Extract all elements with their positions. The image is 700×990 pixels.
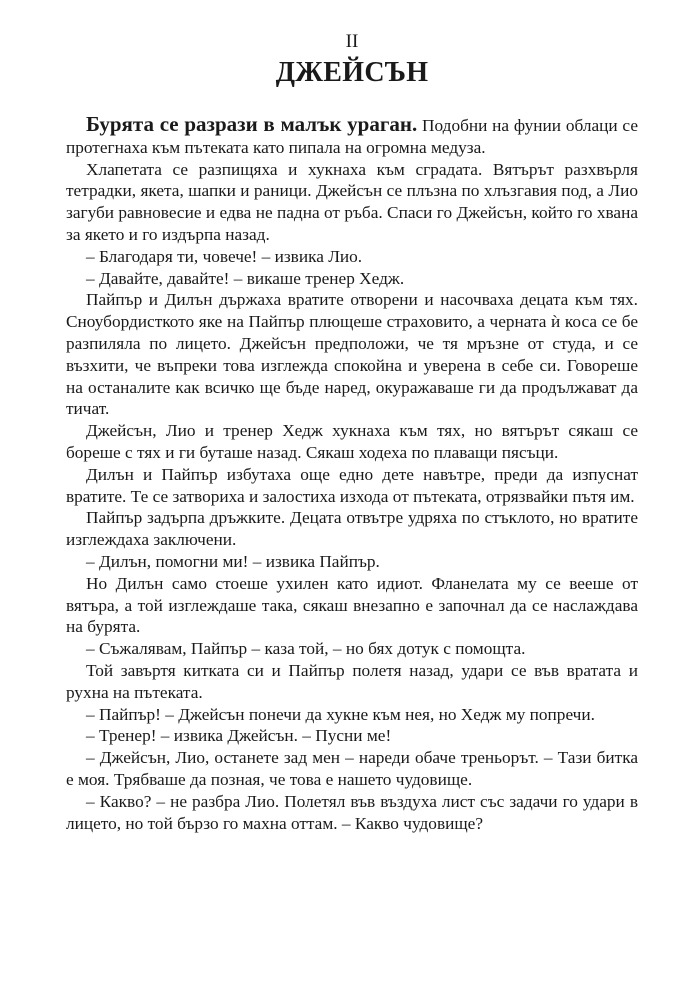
chapter-title: ДЖЕЙСЪН [275,57,429,88]
paragraph-2: Хлапетата се разпищяха и хукнаха към сградата. Вятърът разхвърля тетрадки, якета, шапки и раници. Джейсън се плъзна по хлъзгавия под, а Лио загуби равновесие и едва не падна от ръба. Спаси го Джейсън, който го хвана за якето и го издърпа назад. [66,159,638,244]
paragraph-14: – Тренер! – извика Джейсън. – Пусни ме! [86,726,392,746]
paragraph-13: – Пайпър! – Джейсън понечи да хукне към нея, но Хедж му попречи. [86,704,595,724]
paragraph-15: – Джейсън, Лио, останете зад мен – нареди обаче треньорът. – Тази битка е моя. Трябваше да позная, че това е нашето чудовище. [66,748,638,789]
lead-sentence: Бурята се разрази в малък ураган. [86,112,418,136]
paragraph-5: Пайпър и Дилън държаха вратите отворени и насочваха децата към тях. Сноубордисткото яке на Пайпър плющеше страховито, а черната ѝ коса се бе разпиляла по лицето. Джейсън предположи, че тя мръзне от студа, и се възхити, че въпреки това изглежда спокойна и уверена в себе си. Говореше на останалите как всичко ще бъде наред, окуражаваше ги да продължават да тичат. [66,290,638,419]
paragraph-1 [66,114,638,159]
paragraph-10: Но Дилън само стоеше ухилен като идиот. Фланелата му се вееше от вятъра, а той изглеждаше така, сякаш внезапно е започнал да се наслаждава на бурята. [66,573,638,637]
paragraph-6: Джейсън, Лио и тренер Хедж хукнаха към тях, но вятърът сякаш се бореше с тях и ги буташе назад. Сякаш ходеха по плаващи пясъци. [66,421,638,462]
paragraph-8: Пайпър задърпа дръжките. Децата отвътре удряха по стъклото, но вратите изглеждаха заключени. [66,508,638,550]
paragraph-12: Той завъртя китката си и Пайпър полетя назад, удари се във вратата и рухна на пътеката. [66,660,638,702]
first-paragraph-rest: Подобни на фунии облаци се протегнаха към пътеката като пипала на огромна медуза. [66,116,638,157]
paragraph-4: – Давайте, давайте! – викаше тренер Хедж. [86,268,405,288]
chapter-body [66,114,638,834]
paragraph-16: – Какво? – не разбра Лио. Полетял във въздуха лист със задачи го удари в лицето, но той бързо го махна оттам. – Какво чудовище? [66,791,638,833]
paragraph-11: – Съжалявам, Пайпър – каза той, – но бях дотук с помощта. [86,639,526,659]
chapter-number: II [345,31,359,52]
paragraph-3: – Благодаря ти, човече! – извика Лио. [86,246,363,266]
book-page [66,30,638,834]
paragraph-9: – Дилън, помогни ми! – извика Пайпър. [86,551,380,571]
paragraph-7: Дилън и Пайпър избутаха още едно дете навътре, преди да изпуснат вратите. Те се затвориха и залостиха изхода от пътеката, отрязвайки пътя им. [66,464,638,506]
